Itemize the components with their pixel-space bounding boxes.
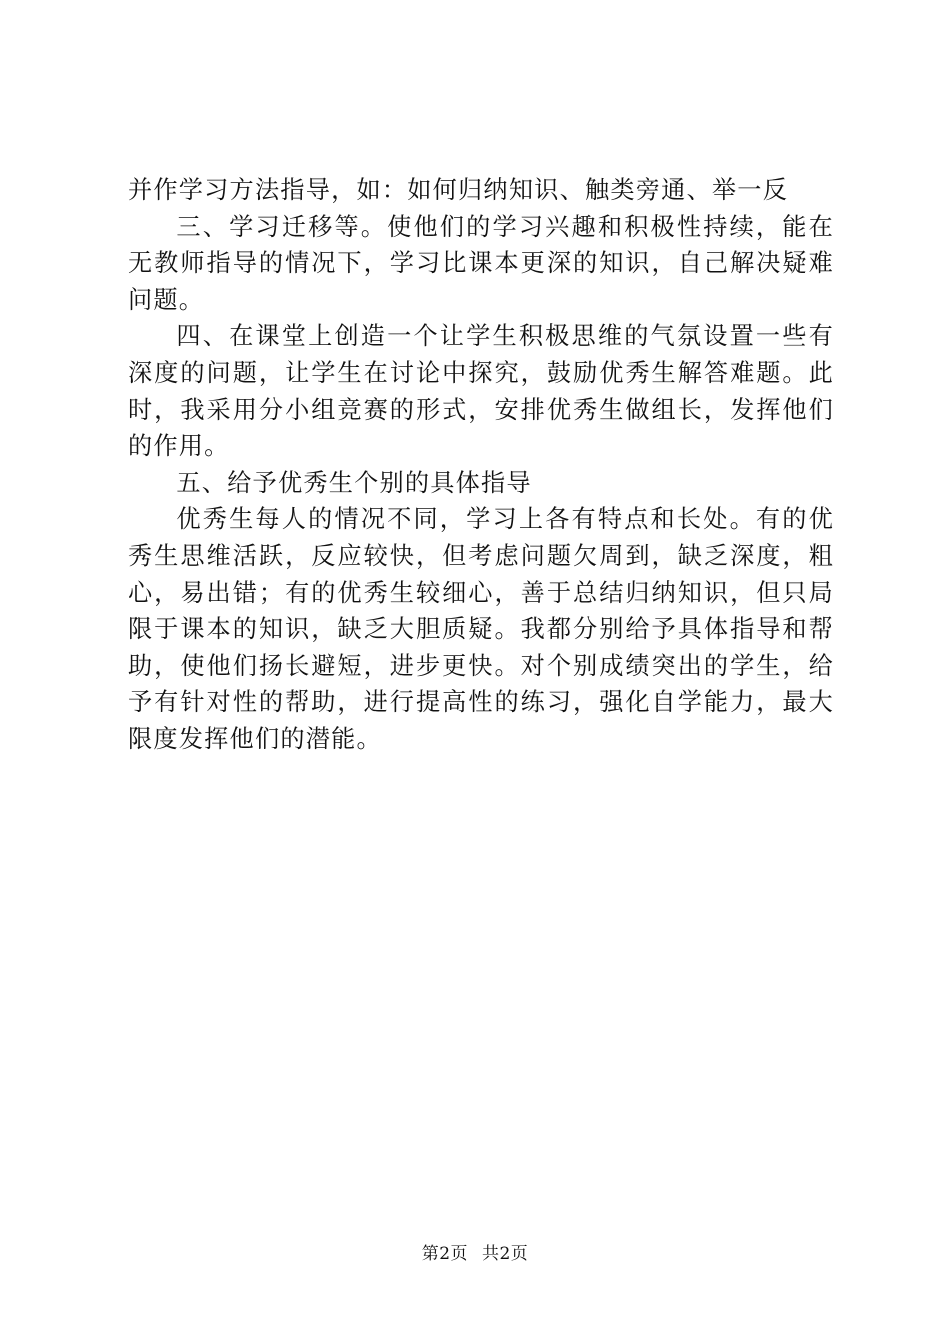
section-five-heading: 五、给予优秀生个别的具体指导 (176, 468, 532, 497)
page-number: 第2页 (421, 1244, 469, 1264)
paragraph-section-four: 四、在课堂上创造一个让学生积极思维的气氛设置一些有深度的问题，让学生在讨论中探究，鼓励优秀生解答难题。此时，我采用分小组竞赛的形式，安排优秀生做组长，发挥他们的作用。 (128, 322, 834, 461)
page-footer (0, 1242, 950, 1266)
paragraph-section-five-body: 优秀生每人的情况不同，学习上各有特点和长处。有的优秀生思维活跃，反应较快，但考虑问题欠周到，缺乏深度，粗心，易出错；有的优秀生较细心，善于总结归纳知识，但只局限于课本的知识，缺乏大胆质疑。我都分别给予具体指导和帮助，使他们扬长避短，进步更快。对个别成绩突出的学生，给予有针对性的帮助，进行提高性的练习，强化自学能力，最大限度发挥他们的潜能。 (128, 505, 834, 753)
document-body (128, 172, 834, 758)
page-total: 共2页 (481, 1244, 529, 1264)
paragraph-continuation: 并作学习方法指导，如：如何归纳知识、触类旁通、举一反 (128, 176, 789, 204)
paragraph-section-three: 三、学习迁移等。使他们的学习兴趣和积极性持续，能在无教师指导的情况下，学习比课本更深的知识，自己解决疑难问题。 (128, 212, 834, 314)
